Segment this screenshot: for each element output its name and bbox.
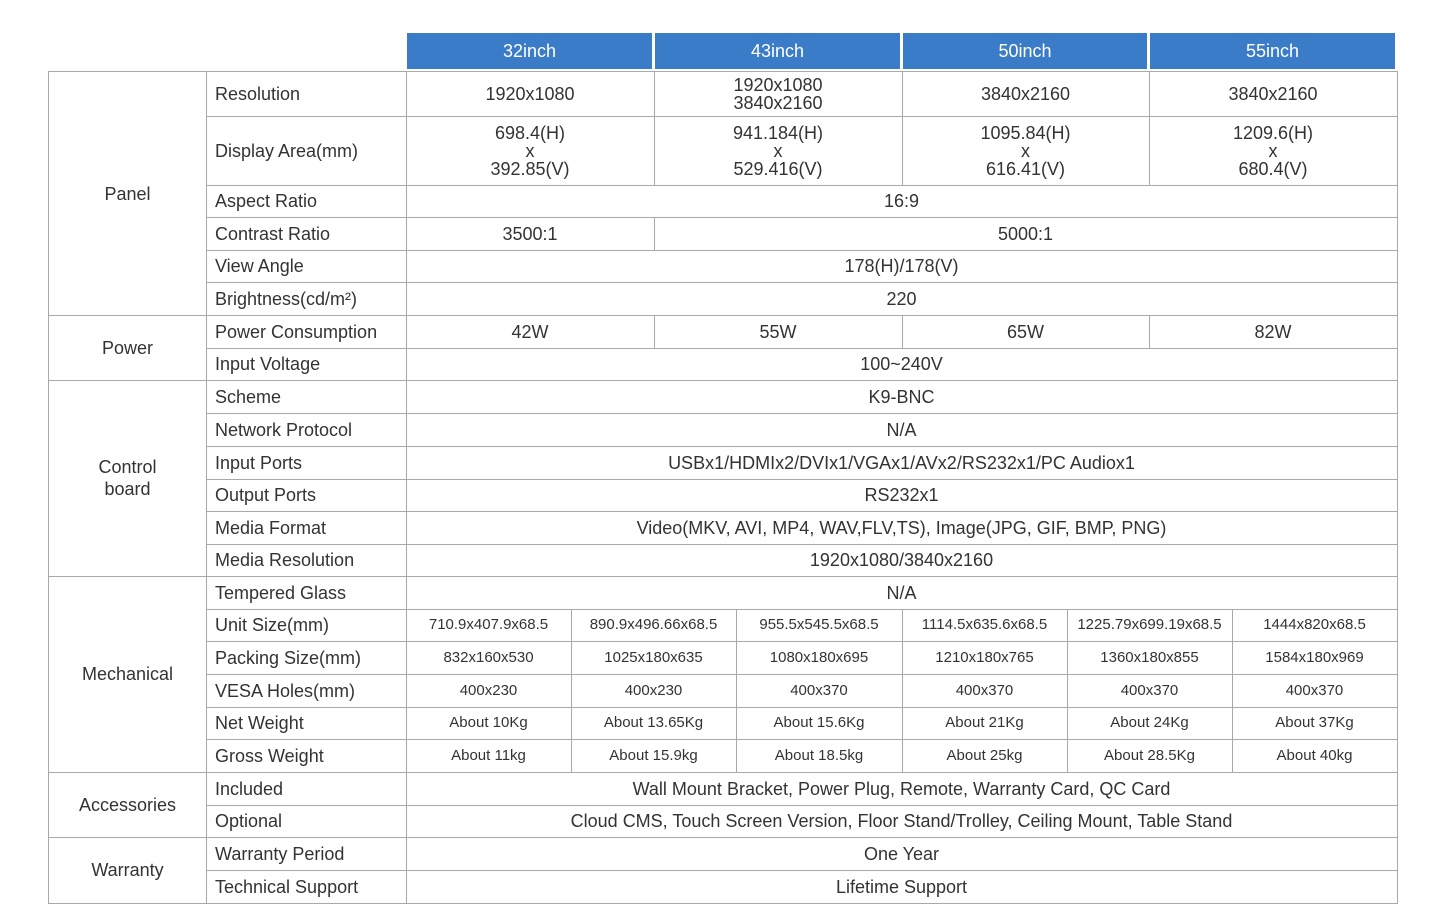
value-brightness bbox=[406, 282, 1398, 316]
value-display-area-text: 941.184(H) x 529.416(V) bbox=[732, 122, 824, 179]
value-unit-size bbox=[406, 609, 572, 642]
value-vesa-holes-text: 400x370 bbox=[790, 681, 848, 699]
value-gross-weight bbox=[1067, 739, 1233, 773]
value-net-weight bbox=[902, 707, 1068, 740]
label-technical-support-text: Technical Support bbox=[215, 876, 359, 897]
label-included bbox=[206, 772, 407, 806]
value-packing-size bbox=[1232, 641, 1398, 675]
value-packing-size-text: 1210x180x765 bbox=[935, 648, 1034, 666]
value-power-consumption-text: 82W bbox=[1254, 321, 1292, 342]
label-input-voltage bbox=[206, 348, 407, 381]
value-unit-size-text: 710.9x407.9x68.5 bbox=[428, 616, 549, 633]
label-view-angle bbox=[206, 250, 407, 283]
value-power-consumption bbox=[406, 315, 655, 349]
value-vesa-holes-text: 400x230 bbox=[624, 681, 683, 699]
value-contrast-ratio bbox=[406, 217, 655, 251]
value-view-angle bbox=[406, 250, 1398, 283]
value-vesa-holes bbox=[571, 674, 737, 708]
value-contrast-ratio-text: 5000:1 bbox=[997, 223, 1054, 244]
category-panel bbox=[48, 71, 207, 316]
label-brightness bbox=[206, 282, 407, 316]
value-technical-support bbox=[406, 870, 1398, 904]
value-unit-size-text: 890.9x496.66x68.5 bbox=[589, 616, 718, 633]
value-power-consumption-text: 42W bbox=[511, 321, 549, 342]
label-warranty-period bbox=[206, 837, 407, 871]
value-optional-text: Cloud CMS, Touch Screen Version, Floor Stand/Trolley, Ceiling Mount, Table Stand bbox=[570, 811, 1233, 831]
label-net-weight bbox=[206, 707, 407, 740]
value-vesa-holes bbox=[1232, 674, 1398, 708]
value-technical-support-text: Lifetime Support bbox=[835, 876, 968, 897]
label-network-protocol-text: Network Protocol bbox=[215, 419, 353, 440]
value-vesa-holes bbox=[902, 674, 1068, 708]
label-optional bbox=[206, 805, 407, 838]
category-mechanical bbox=[48, 576, 207, 773]
label-packing-size-text: Packing Size(mm) bbox=[215, 647, 362, 668]
value-packing-size-text: 1025x180x635 bbox=[604, 648, 703, 666]
value-resolution bbox=[1149, 71, 1398, 117]
value-power-consumption bbox=[1149, 315, 1398, 349]
value-unit-size-text: 1114.5x635.6x68.5 bbox=[921, 616, 1048, 633]
value-included-text: Wall Mount Bracket, Power Plug, Remote, Warranty Card, QC Card bbox=[632, 778, 1171, 799]
value-net-weight-text: About 13.65Kg bbox=[603, 714, 704, 731]
label-media-resolution bbox=[206, 544, 407, 577]
value-net-weight bbox=[1067, 707, 1233, 740]
header-43inch: 43inch bbox=[655, 33, 900, 69]
value-display-area-text: 1209.6(H) x 680.4(V) bbox=[1232, 122, 1314, 179]
value-gross-weight-text: About 11kg bbox=[451, 746, 526, 764]
value-gross-weight bbox=[902, 739, 1068, 773]
value-unit-size-text: 1225.79x699.19x68.5 bbox=[1077, 616, 1222, 633]
value-vesa-holes-text: 400x230 bbox=[459, 681, 518, 699]
value-packing-size bbox=[736, 641, 903, 675]
label-technical-support bbox=[206, 870, 407, 904]
value-input-voltage bbox=[406, 348, 1398, 381]
value-resolution-text: 3840x2160 bbox=[980, 84, 1071, 104]
label-contrast-ratio bbox=[206, 217, 407, 251]
value-media-format bbox=[406, 511, 1398, 545]
value-gross-weight bbox=[736, 739, 903, 773]
label-vesa-holes-text: VESA Holes(mm) bbox=[215, 680, 356, 701]
label-display-area bbox=[206, 116, 407, 186]
value-vesa-holes bbox=[1067, 674, 1233, 708]
value-packing-size-text: 832x160x530 bbox=[443, 648, 534, 666]
label-media-format bbox=[206, 511, 407, 545]
value-net-weight bbox=[406, 707, 572, 740]
label-input-ports-text: Input Ports bbox=[215, 452, 303, 473]
value-resolution bbox=[902, 71, 1150, 117]
value-gross-weight bbox=[571, 739, 737, 773]
value-unit-size bbox=[736, 609, 903, 642]
value-optional bbox=[406, 805, 1398, 838]
label-resolution-text: Resolution bbox=[215, 84, 301, 104]
label-display-area-text: Display Area(mm) bbox=[215, 140, 359, 161]
value-vesa-holes-text: 400x370 bbox=[1120, 681, 1179, 699]
value-unit-size bbox=[902, 609, 1068, 642]
label-tempered-glass bbox=[206, 576, 407, 610]
value-unit-size bbox=[1067, 609, 1233, 642]
label-output-ports-text: Output Ports bbox=[215, 485, 317, 505]
value-vesa-holes bbox=[406, 674, 572, 708]
value-display-area bbox=[654, 116, 903, 186]
value-network-protocol-text: N/A bbox=[886, 419, 917, 440]
category-accessories bbox=[48, 772, 207, 838]
value-aspect-ratio-text: 16:9 bbox=[883, 191, 920, 211]
label-net-weight-text: Net Weight bbox=[215, 713, 304, 733]
label-scheme bbox=[206, 380, 407, 414]
value-net-weight-text: About 21Kg bbox=[945, 714, 1024, 731]
value-power-consumption bbox=[654, 315, 903, 349]
value-gross-weight-text: About 18.5kg bbox=[774, 746, 864, 764]
value-packing-size bbox=[571, 641, 737, 675]
header-55inch: 55inch bbox=[1150, 33, 1395, 69]
value-gross-weight bbox=[1232, 739, 1398, 773]
category-panel-text: Panel bbox=[104, 183, 151, 204]
label-packing-size bbox=[206, 641, 407, 675]
value-packing-size bbox=[406, 641, 572, 675]
value-resolution bbox=[654, 71, 903, 117]
label-network-protocol bbox=[206, 413, 407, 447]
category-warranty bbox=[48, 837, 207, 904]
value-resolution-text: 3840x2160 bbox=[1228, 84, 1318, 104]
value-view-angle-text: 178(H)/178(V) bbox=[844, 256, 959, 276]
label-optional-text: Optional bbox=[215, 811, 283, 831]
header-32inch: 32inch bbox=[407, 33, 652, 69]
value-display-area bbox=[1149, 116, 1398, 186]
value-gross-weight bbox=[406, 739, 572, 773]
header-50inch: 50inch bbox=[903, 33, 1147, 69]
value-packing-size-text: 1584x180x969 bbox=[1265, 648, 1364, 666]
value-net-weight-text: About 15.6Kg bbox=[773, 714, 865, 731]
value-tempered-glass-text: N/A bbox=[886, 582, 917, 603]
value-contrast-ratio-text: 3500:1 bbox=[502, 223, 558, 244]
value-included bbox=[406, 772, 1398, 806]
label-resolution bbox=[206, 71, 407, 117]
label-input-voltage-text: Input Voltage bbox=[215, 354, 321, 374]
label-scheme-text: Scheme bbox=[215, 386, 282, 407]
value-vesa-holes bbox=[736, 674, 903, 708]
value-resolution bbox=[406, 71, 655, 117]
label-tempered-glass-text: Tempered Glass bbox=[215, 582, 347, 603]
value-net-weight-text: About 24Kg bbox=[1110, 714, 1189, 731]
label-media-format-text: Media Format bbox=[215, 517, 327, 538]
value-media-resolution bbox=[406, 544, 1398, 577]
value-packing-size bbox=[1067, 641, 1233, 675]
label-power-consumption-text: Power Consumption bbox=[215, 321, 378, 342]
value-scheme-text: K9-BNC bbox=[868, 386, 935, 407]
value-net-weight bbox=[1232, 707, 1398, 740]
value-resolution-text: 1920x1080 bbox=[485, 84, 575, 104]
value-input-ports bbox=[406, 446, 1398, 480]
value-output-ports bbox=[406, 479, 1398, 512]
label-vesa-holes bbox=[206, 674, 407, 708]
label-warranty-period-text: Warranty Period bbox=[215, 843, 345, 864]
category-mechanical-text: Mechanical bbox=[81, 664, 174, 684]
value-contrast-ratio bbox=[654, 217, 1398, 251]
value-packing-size-text: 1080x180x695 bbox=[769, 648, 869, 666]
label-output-ports bbox=[206, 479, 407, 512]
value-warranty-period bbox=[406, 837, 1398, 871]
category-control-board bbox=[48, 380, 207, 577]
value-unit-size-text: 955.5x545.5x68.5 bbox=[759, 616, 879, 633]
label-brightness-text: Brightness(cd/m²) bbox=[215, 288, 358, 309]
label-contrast-ratio-text: Contrast Ratio bbox=[215, 223, 331, 244]
label-view-angle-text: View Angle bbox=[215, 256, 304, 276]
value-gross-weight-text: About 28.5Kg bbox=[1104, 746, 1195, 764]
value-input-voltage-text: 100~240V bbox=[860, 354, 943, 374]
value-scheme bbox=[406, 380, 1398, 414]
value-media-resolution-text: 1920x1080/3840x2160 bbox=[809, 550, 994, 570]
label-input-ports bbox=[206, 446, 407, 480]
value-warranty-period-text: One Year bbox=[863, 843, 940, 864]
value-power-consumption-text: 55W bbox=[759, 321, 797, 342]
category-power-text: Power bbox=[101, 337, 154, 358]
label-gross-weight bbox=[206, 739, 407, 773]
value-display-area bbox=[406, 116, 655, 186]
value-aspect-ratio bbox=[406, 185, 1398, 218]
category-control-board-text: Control board bbox=[98, 457, 157, 499]
label-media-resolution-text: Media Resolution bbox=[215, 550, 355, 570]
value-display-area bbox=[902, 116, 1150, 186]
value-packing-size-text: 1360x180x855 bbox=[1100, 648, 1199, 666]
value-net-weight bbox=[571, 707, 737, 740]
label-aspect-ratio-text: Aspect Ratio bbox=[215, 191, 318, 211]
label-unit-size bbox=[206, 609, 407, 642]
value-power-consumption-text: 65W bbox=[1006, 321, 1044, 342]
label-unit-size-text: Unit Size(mm) bbox=[215, 615, 330, 635]
value-net-weight-text: About 37Kg bbox=[1275, 714, 1354, 731]
value-input-ports-text: USBx1/HDMIx2/DVIx1/VGAx1/AVx2/RS232x1/PC Audiox1 bbox=[668, 452, 1135, 473]
value-gross-weight-text: About 15.9kg bbox=[609, 746, 698, 764]
value-brightness-text: 220 bbox=[886, 288, 917, 309]
value-packing-size bbox=[902, 641, 1068, 675]
value-unit-size bbox=[1232, 609, 1398, 642]
value-unit-size-text: 1444x820x68.5 bbox=[1263, 616, 1366, 633]
label-aspect-ratio bbox=[206, 185, 407, 218]
value-net-weight-text: About 10Kg bbox=[449, 714, 528, 731]
value-network-protocol bbox=[406, 413, 1398, 447]
value-output-ports-text: RS232x1 bbox=[864, 485, 939, 505]
label-gross-weight-text: Gross Weight bbox=[215, 745, 324, 766]
value-vesa-holes-text: 400x370 bbox=[955, 681, 1014, 699]
category-accessories-text: Accessories bbox=[78, 794, 177, 815]
value-gross-weight-text: About 25kg bbox=[946, 746, 1023, 764]
value-display-area-text: 698.4(H) x 392.85(V) bbox=[490, 122, 570, 179]
value-resolution-text: 1920x1080 3840x2160 bbox=[733, 75, 823, 113]
value-unit-size bbox=[571, 609, 737, 642]
value-vesa-holes-text: 400x370 bbox=[1285, 681, 1344, 699]
value-net-weight bbox=[736, 707, 903, 740]
category-warranty-text: Warranty bbox=[91, 860, 164, 880]
value-display-area-text: 1095.84(H) x 616.41(V) bbox=[980, 122, 1071, 179]
label-included-text: Included bbox=[215, 778, 284, 799]
value-media-format-text: Video(MKV, AVI, MP4, WAV,FLV,TS), Image(JPG, GIF, BMP, PNG) bbox=[636, 517, 1167, 538]
category-power bbox=[48, 315, 207, 381]
value-gross-weight-text: About 40kg bbox=[1276, 746, 1353, 764]
label-power-consumption bbox=[206, 315, 407, 349]
value-power-consumption bbox=[902, 315, 1150, 349]
value-tempered-glass bbox=[406, 576, 1398, 610]
